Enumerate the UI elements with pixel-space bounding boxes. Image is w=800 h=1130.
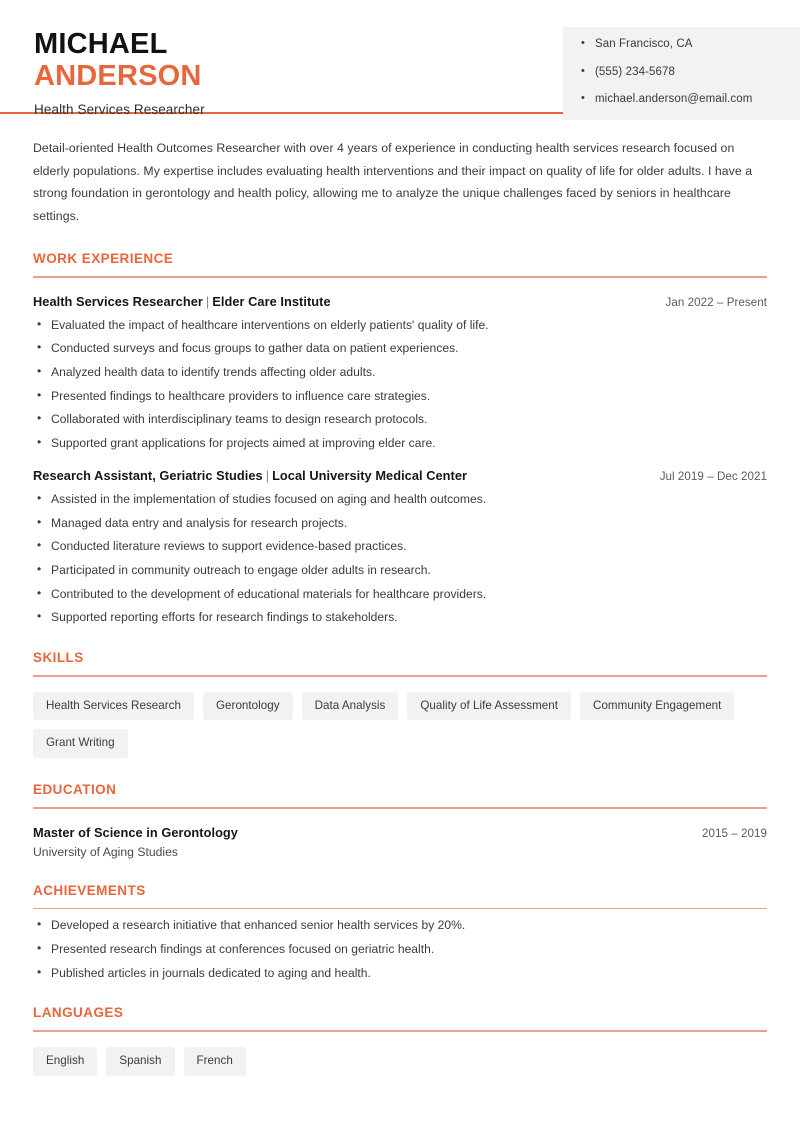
experience-entry-header — [33, 294, 767, 309]
list-item: • Analyzed health data to identify trends affecting older adults. — [33, 365, 767, 381]
education-entry — [33, 825, 767, 859]
experience-date-range: Jan 2022 – Present — [665, 295, 767, 309]
skill-pill: Data Analysis — [302, 692, 399, 721]
section-heading-work-experience: WORK EXPERIENCE — [33, 251, 174, 266]
section-work-experience — [33, 251, 767, 626]
list-item: • Managed data entry and analysis for research projects. — [33, 516, 767, 532]
language-pill: Spanish — [106, 1047, 174, 1076]
contact-phone: • (555) 234-5678 — [581, 67, 800, 79]
list-item: • Developed a research initiative that enhanced senior health services by 20%. — [33, 918, 767, 934]
skill-pill: Community Engagement — [580, 692, 734, 721]
language-pill: English — [33, 1047, 97, 1076]
professional-summary: Detail-oriented Health Outcomes Researcher with over 4 years of experience in conducting health services research focused on elderly populations. My expertise includes evaluating health interventions and their impact on quality of life for older adults. I have a strong foundation in gerontology and health policy, allowing me to analyze the unique challenges faced by seniors in healthcare settings. — [33, 141, 753, 223]
experience-bullet-list — [33, 492, 767, 626]
header-identity — [0, 22, 205, 117]
list-item: • Conducted surveys and focus groups to gather data on patient experiences. — [33, 341, 767, 357]
skill-pill: Quality of Life Assessment — [407, 692, 571, 721]
experience-bullet-list — [33, 318, 767, 452]
skill-pill: Gerontology — [203, 692, 293, 721]
list-item: • Supported reporting efforts for research findings to stakeholders. — [33, 610, 767, 626]
section-education — [33, 782, 767, 859]
experience-entry-header — [33, 468, 767, 483]
page-title: Health Services Researcher — [34, 101, 205, 117]
first-name: MICHAEL — [34, 28, 168, 60]
section-heading-education: EDUCATION — [33, 782, 117, 798]
section-divider — [33, 807, 767, 809]
skills-pill-group — [33, 692, 767, 759]
list-item: • Published articles in journals dedicated to aging and health. — [33, 966, 767, 982]
list-item: • Conducted literature reviews to support evidence-based practices. — [33, 539, 767, 555]
section-heading-skills: SKILLS — [33, 650, 84, 666]
achievements-list — [33, 918, 767, 981]
contact-email[interactable]: • michael.anderson@email.com — [581, 94, 800, 106]
experience-date-range: Jul 2019 – Dec 2021 — [659, 469, 767, 483]
skill-pill: Grant Writing — [33, 729, 128, 758]
experience-job-title: Research Assistant, Geriatric Studies — [33, 467, 263, 483]
language-pill: French — [184, 1047, 246, 1076]
section-achievements — [33, 883, 767, 982]
resume-content — [0, 137, 800, 1076]
education-entry-header — [33, 825, 767, 840]
list-item: • Supported grant applications for projects aimed at improving elder care. — [33, 436, 767, 452]
list-item: • Contributed to the development of educational materials for healthcare providers. — [33, 587, 767, 603]
section-languages — [33, 1005, 767, 1075]
last-name: ANDERSON — [34, 60, 202, 93]
experience-entry — [33, 294, 767, 452]
contact-location: • San Francisco, CA — [581, 39, 800, 51]
education-date-range: 2015 – 2019 — [701, 826, 767, 840]
contact-panel — [563, 27, 800, 120]
list-item: • Presented research findings at conferences focused on geriatric health. — [33, 942, 767, 958]
title-separator: | — [265, 467, 270, 483]
skill-pill: Health Services Research — [33, 692, 194, 721]
section-divider — [33, 908, 767, 910]
list-item: • Evaluated the impact of healthcare interventions on elderly patients' quality of life. — [33, 318, 767, 334]
list-item: • Assisted in the implementation of studies focused on aging and health outcomes. — [33, 492, 767, 508]
list-item: • Presented findings to healthcare providers to influence care strategies. — [33, 389, 767, 405]
experience-organization: Elder Care Institute — [212, 293, 331, 309]
resume-header — [0, 0, 800, 117]
section-skills — [33, 650, 767, 758]
section-divider — [33, 276, 767, 278]
experience-title-line — [33, 294, 331, 309]
section-divider — [33, 1030, 767, 1032]
experience-job-title: Health Services Researcher — [33, 293, 203, 309]
languages-pill-group — [33, 1047, 767, 1076]
education-degree: Master of Science in Gerontology — [33, 824, 238, 840]
title-separator: | — [205, 293, 210, 309]
list-item: • Participated in community outreach to engage older adults in research. — [33, 563, 767, 579]
education-school: University of Aging Studies — [33, 844, 178, 859]
experience-title-line — [33, 468, 467, 483]
section-heading-languages: LANGUAGES — [33, 1005, 124, 1021]
section-heading-achievements: ACHIEVEMENTS — [33, 882, 146, 898]
experience-organization: Local University Medical Center — [272, 467, 468, 483]
contact-list — [581, 39, 800, 106]
list-item: • Collaborated with interdisciplinary teams to design research protocols. — [33, 412, 767, 428]
section-divider — [33, 675, 767, 677]
experience-entry — [33, 468, 767, 626]
